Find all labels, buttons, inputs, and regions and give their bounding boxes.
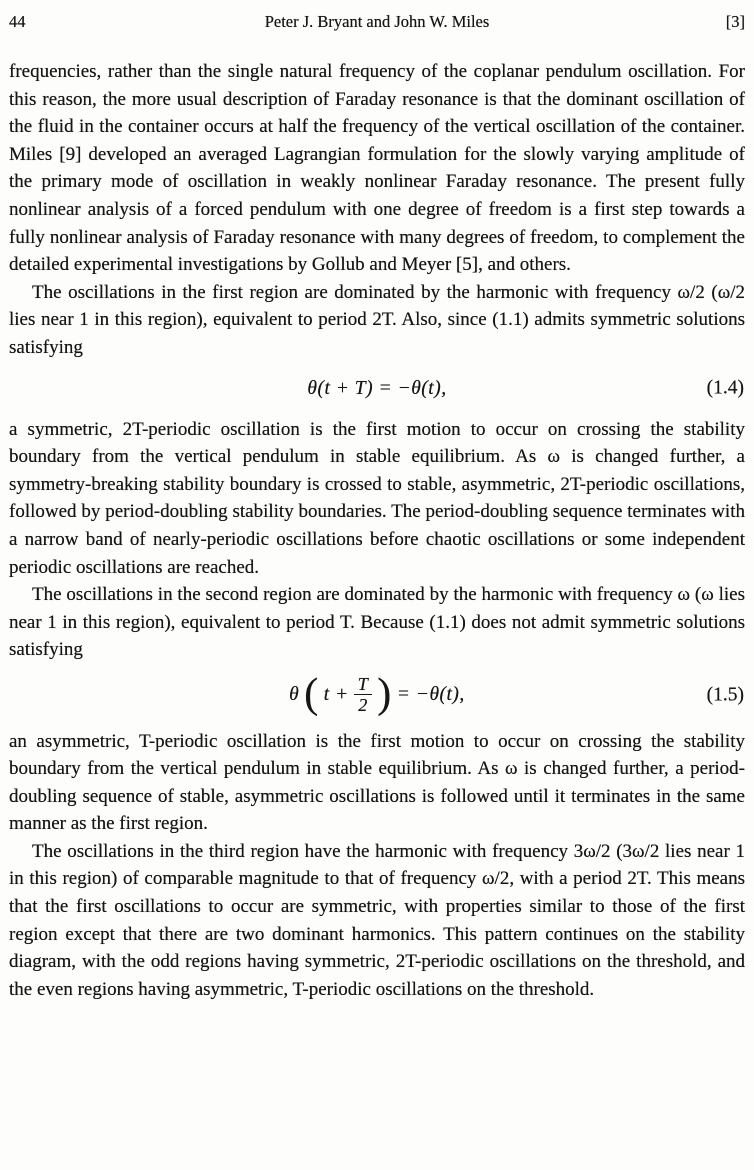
running-head	[9, 12, 745, 32]
paragraph-third-region: The oscillations in the third region have the harmonic with frequency 3ω/2 (3ω/2 lies near 1 in this region) of comparable magnitude to that of frequency ω/2, with a period 2T. This means that the first oscillations to occur are symmetric, with properties similar to those of the first region except that there are two dominant harmonics. This pattern continues on the stability diagram, with the odd regions having symmetric, 2T-periodic oscillations on the threshold, and the even regions having asymmetric, T-periodic oscillations on the threshold.	[9, 840, 745, 1000]
issue-reference: [3]	[725, 12, 745, 31]
equation-1-5-number: (1.5)	[706, 684, 744, 706]
paragraph-asymmetric-oscillation: an asymmetric, T-periodic oscillation is the first motion to occur on crossing the stability boundary from the vertical pendulum in stable equilibrium. As ω is changed further, a period-doubling sequence of stable, asymmetric oscillations is followed until it terminates in the same manner as the first region.	[9, 730, 745, 835]
equation-rhs: = −θ(t),	[396, 684, 465, 706]
equation-argument: t +	[323, 684, 349, 706]
equation-1-4	[9, 375, 745, 402]
theta-symbol: θ	[289, 684, 300, 706]
fraction-denominator: 2	[354, 694, 372, 715]
page-body	[9, 58, 745, 1003]
paragraph-symmetric-oscillation: a symmetric, 2T-periodic oscillation is the first motion to occur on crossing the stability boundary from the vertical pendulum in stable equilibrium. As ω is changed further, a symmetry-breaking stability boundary is crossed to stable, asymmetric, 2T-periodic oscillations, followed by period-doubling stability boundaries. The period-doubling sequence terminates with a narrow band of nearly-periodic oscillations before chaotic oscillations or some independent periodic oscillations are reached.	[9, 418, 745, 578]
paragraph-faraday-resonance: frequencies, rather than the single natural frequency of the coplanar pendulum oscillation. For this reason, the more usual description of Faraday resonance is that the dominant oscillation of the fluid in the container occurs at half the frequency of the vertical oscillation of the container. Miles [9] developed an averaged Lagrangian formulation for the slowly varying amplitude of the primary mode of oscillation in weakly nonlinear Faraday resonance. The present fully nonlinear analysis of a forced pendulum with one degree of freedom is a first step towards a fully nonlinear analysis of Faraday resonance with many degrees of freedom, to complement the detailed experimental investigations by Gollub and Meyer [5], and others.	[9, 61, 745, 276]
paragraph-first-region: The oscillations in the first region are dominated by the harmonic with frequency ω/2 (ω/2 lies near 1 in this region), equivalent to period 2T. Also, since (1.1) admits symmetric solutions satisfying	[9, 281, 745, 358]
equation-1-4-number: (1.4)	[706, 377, 744, 399]
fraction-T-over-2	[354, 674, 373, 716]
equation-1-5	[9, 670, 745, 717]
fraction-numerator: T	[357, 673, 369, 694]
paragraph-second-region: The oscillations in the second region are dominated by the harmonic with frequency ω (ω lies near 1 in this region), equivalent to period T. Because (1.1) does not admit symmetric solutions satisfying	[9, 584, 745, 661]
running-title: Peter J. Bryant and John W. Miles	[264, 12, 490, 31]
page-number: 44	[9, 12, 26, 31]
equation-1-4-expression: θ(t + T) = −θ(t),	[307, 377, 447, 399]
equation-1-5-expression: θ ( t + $\frac{T}{2}$ ) = −θ(t),	[289, 670, 465, 717]
